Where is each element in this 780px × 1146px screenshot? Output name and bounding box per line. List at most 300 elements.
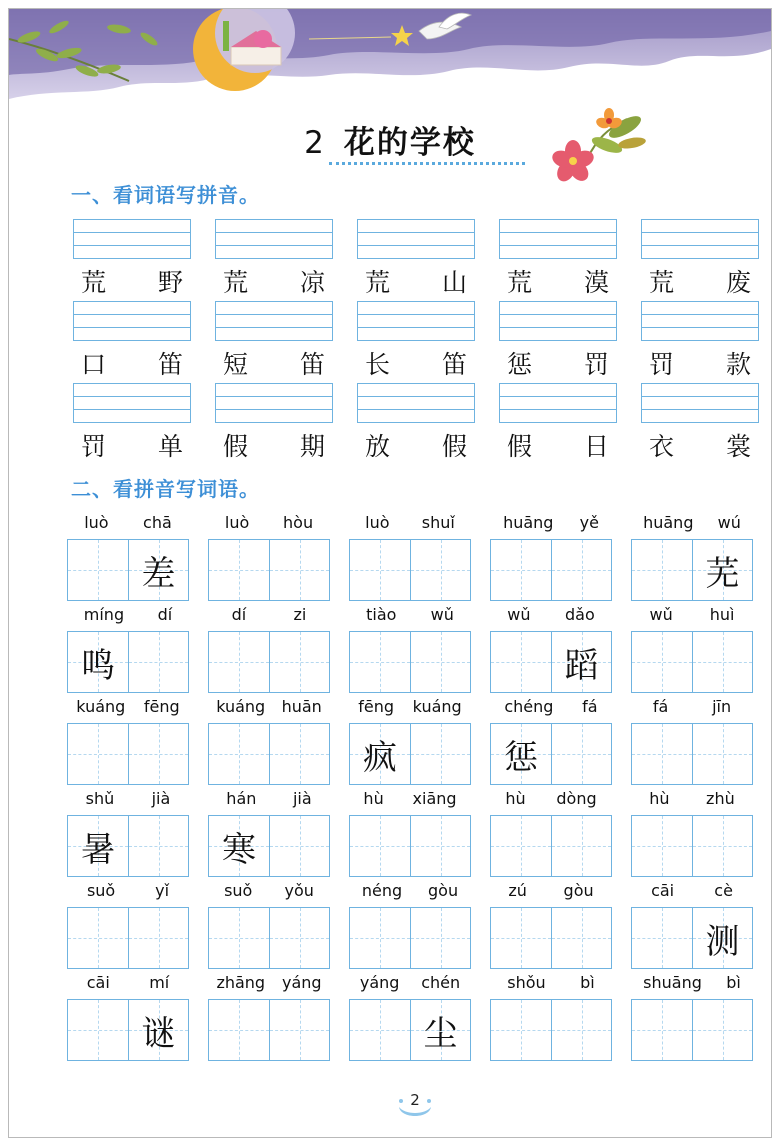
character-cell[interactable] <box>269 540 329 600</box>
word-characters <box>499 427 617 463</box>
character-cell[interactable] <box>632 816 692 876</box>
word-item <box>73 219 191 299</box>
word-character: 野 <box>157 268 183 297</box>
pinyin-syllable: fá <box>582 697 598 716</box>
tianzige-grid <box>490 631 612 693</box>
word-item <box>357 301 475 381</box>
character-cell[interactable] <box>692 632 752 692</box>
character-cell[interactable] <box>632 540 692 600</box>
character-cell[interactable] <box>491 1000 551 1060</box>
word-character: 放 <box>365 432 391 461</box>
word-character: 漠 <box>583 268 609 297</box>
tianzige-grid <box>490 815 612 877</box>
word-character: 日 <box>583 432 609 461</box>
word-character: 笛 <box>157 350 183 379</box>
character-cell[interactable] <box>491 540 551 600</box>
tianzige-grid <box>208 907 330 969</box>
pinyin-word-item <box>631 605 753 697</box>
pinyin-syllable: luò <box>224 513 250 532</box>
section-1-title: 一、看词语写拼音。 <box>71 183 260 207</box>
pinyin-syllable: cāi <box>86 973 110 992</box>
pinyin-syllable: huāng <box>643 513 694 532</box>
pinyin-syllable: gòu <box>563 881 594 900</box>
character-cell[interactable] <box>551 724 611 784</box>
pinyin-syllable: wǔ <box>649 605 673 624</box>
character-cell[interactable] <box>209 816 269 876</box>
word-characters <box>357 345 475 381</box>
pinyin-syllable: jià <box>151 789 171 808</box>
pinyin-syllable: wú <box>717 513 741 532</box>
word-character: 凉 <box>299 268 325 297</box>
tianzige-grid <box>208 631 330 693</box>
pinyin-word-item <box>631 513 753 605</box>
pinyin-word-item <box>349 881 471 973</box>
pinyin-word-item <box>67 697 189 789</box>
pinyin-line <box>349 973 471 995</box>
section-2-title: 二、看拼音写词语。 <box>71 477 260 501</box>
section-1-row <box>73 301 769 381</box>
character-cell[interactable] <box>632 1000 692 1060</box>
pinyin-word-item <box>208 789 330 881</box>
word-characters <box>215 345 333 381</box>
pinyin-syllable: kuáng <box>412 697 462 716</box>
pinyin-line <box>631 697 753 719</box>
pinyin-line <box>349 881 471 903</box>
character-cell[interactable] <box>632 908 692 968</box>
word-character: 假 <box>507 432 533 461</box>
pinyin-answer-box[interactable] <box>499 383 617 423</box>
character-cell[interactable] <box>410 1000 470 1060</box>
pinyin-answer-box[interactable] <box>215 301 333 341</box>
character-cell[interactable] <box>269 1000 329 1060</box>
pinyin-line <box>67 973 189 995</box>
character-cell[interactable] <box>410 816 470 876</box>
word-character: 荒 <box>507 268 533 297</box>
tianzige-grid <box>631 999 753 1061</box>
word-character: 假 <box>223 432 249 461</box>
pinyin-syllable: kuáng <box>76 697 126 716</box>
night-sky-banner <box>9 9 771 109</box>
pinyin-syllable: hù <box>649 789 670 808</box>
character-cell[interactable] <box>410 724 470 784</box>
pinyin-syllable: bì <box>580 973 595 992</box>
character-cell[interactable] <box>68 816 128 876</box>
pinyin-line <box>490 697 612 719</box>
pinyin-word-item <box>349 789 471 881</box>
pinyin-syllable: hán <box>226 789 257 808</box>
character-cell[interactable] <box>350 816 410 876</box>
word-character: 口 <box>81 350 107 379</box>
pinyin-line <box>67 881 189 903</box>
character-cell[interactable] <box>632 632 692 692</box>
pinyin-syllable: hòu <box>283 513 314 532</box>
pinyin-syllable: suǒ <box>224 881 253 900</box>
word-character: 裳 <box>725 432 751 461</box>
character-cell[interactable] <box>128 816 188 876</box>
pinyin-word-item <box>490 513 612 605</box>
pinyin-word-item <box>631 789 753 881</box>
pinyin-word-item <box>208 973 330 1065</box>
tianzige-grid <box>349 723 471 785</box>
character-cell[interactable] <box>551 816 611 876</box>
pinyin-answer-box[interactable] <box>499 219 617 259</box>
pinyin-syllable: gòu <box>428 881 459 900</box>
pinyin-word-item <box>208 881 330 973</box>
character-cell[interactable] <box>68 1000 128 1060</box>
tianzige-grid <box>349 907 471 969</box>
word-characters <box>641 427 759 463</box>
pinyin-word-item <box>490 789 612 881</box>
pinyin-line <box>67 697 189 719</box>
pinyin-line <box>349 513 471 535</box>
pinyin-syllable: cè <box>714 881 733 900</box>
word-characters <box>357 427 475 463</box>
pinyin-syllable: fēng <box>143 697 180 716</box>
workbook-page <box>8 8 772 1138</box>
pinyin-syllable: chén <box>421 973 461 992</box>
tianzige-grid <box>349 999 471 1061</box>
pinyin-line <box>631 513 753 535</box>
pinyin-line <box>490 605 612 627</box>
pinyin-syllable: luò <box>84 513 109 532</box>
word-character: 单 <box>157 432 183 461</box>
character-cell[interactable] <box>410 632 470 692</box>
tianzige-grid <box>631 539 753 601</box>
pinyin-syllable: mí <box>149 973 170 992</box>
pinyin-line <box>490 881 612 903</box>
pinyin-word-item <box>490 973 612 1065</box>
pinyin-syllable: zi <box>293 605 307 624</box>
character-cell[interactable] <box>551 1000 611 1060</box>
character-cell[interactable] <box>128 1000 188 1060</box>
given-character: 芜 <box>705 553 740 594</box>
pinyin-word-item <box>631 881 753 973</box>
character-cell[interactable] <box>269 908 329 968</box>
word-character: 罚 <box>583 350 609 379</box>
character-cell[interactable] <box>209 632 269 692</box>
character-cell[interactable] <box>410 540 470 600</box>
character-cell[interactable] <box>68 908 128 968</box>
pinyin-word-item <box>67 605 189 697</box>
pinyin-word-item <box>67 789 189 881</box>
word-characters <box>73 263 191 299</box>
word-character: 荒 <box>649 268 675 297</box>
given-character: 疯 <box>363 737 397 778</box>
pinyin-syllable: shǔ <box>85 789 115 808</box>
given-character: 暑 <box>81 829 115 870</box>
pinyin-line <box>208 881 330 903</box>
pinyin-syllable: jià <box>292 789 312 808</box>
word-characters <box>641 345 759 381</box>
word-character: 长 <box>365 350 391 379</box>
given-character: 鸣 <box>81 645 115 686</box>
tianzige-grid <box>490 723 612 785</box>
pinyin-answer-box[interactable] <box>73 219 191 259</box>
pinyin-syllable: dòng <box>556 789 597 808</box>
pinyin-word-item <box>349 973 471 1065</box>
pinyin-word-item <box>349 697 471 789</box>
pinyin-answer-box[interactable] <box>641 301 759 341</box>
page-number: 2 <box>410 1091 420 1109</box>
pinyin-syllable: dí <box>231 605 247 624</box>
character-cell[interactable] <box>551 908 611 968</box>
pinyin-syllable: suǒ <box>86 881 116 900</box>
pinyin-syllable: xiāng <box>412 789 457 808</box>
pinyin-line <box>490 973 612 995</box>
tianzige-grid <box>631 815 753 877</box>
pinyin-answer-box[interactable] <box>215 383 333 423</box>
pinyin-line <box>349 789 471 811</box>
pinyin-syllable: fēng <box>358 697 395 716</box>
word-character: 废 <box>725 268 751 297</box>
word-character: 款 <box>725 350 751 379</box>
tianzige-grid <box>67 999 189 1061</box>
pinyin-syllable: hù <box>363 789 384 808</box>
tianzige-grid <box>208 539 330 601</box>
word-item <box>641 219 759 299</box>
word-characters <box>215 427 333 463</box>
pinyin-syllable: wǔ <box>507 605 531 624</box>
character-cell[interactable] <box>128 908 188 968</box>
character-cell[interactable] <box>491 724 551 784</box>
tianzige-grid <box>349 631 471 693</box>
word-character: 罚 <box>81 432 107 461</box>
word-item <box>215 301 333 381</box>
pinyin-syllable: zú <box>508 881 527 900</box>
title-underline-dots <box>329 162 525 165</box>
pinyin-syllable: yáng <box>359 973 400 992</box>
pinyin-syllable: jīn <box>712 697 732 716</box>
pinyin-line <box>208 605 330 627</box>
character-cell[interactable] <box>68 724 128 784</box>
tianzige-grid <box>67 631 189 693</box>
pinyin-word-item <box>349 605 471 697</box>
given-character: 测 <box>705 921 740 962</box>
character-cell[interactable] <box>350 540 410 600</box>
character-cell[interactable] <box>491 816 551 876</box>
character-cell[interactable] <box>350 724 410 784</box>
word-characters <box>73 345 191 381</box>
word-characters <box>357 263 475 299</box>
pinyin-answer-box[interactable] <box>499 301 617 341</box>
pinyin-line <box>208 789 330 811</box>
pinyin-syllable: yáng <box>281 973 322 992</box>
character-cell[interactable] <box>692 724 752 784</box>
pinyin-syllable: luò <box>365 513 390 532</box>
pinyin-line <box>67 513 189 535</box>
character-cell[interactable] <box>551 540 611 600</box>
pinyin-syllable: shuāng <box>643 973 702 992</box>
pinyin-answer-box[interactable] <box>215 219 333 259</box>
tianzige-grid <box>349 539 471 601</box>
character-cell[interactable] <box>692 816 752 876</box>
character-cell[interactable] <box>491 632 551 692</box>
pinyin-line <box>208 973 330 995</box>
pinyin-syllable: dǎo <box>564 605 595 624</box>
pinyin-syllable: kuáng <box>216 697 266 716</box>
character-cell[interactable] <box>68 632 128 692</box>
character-cell[interactable] <box>128 724 188 784</box>
tianzige-grid <box>67 815 189 877</box>
character-cell[interactable] <box>410 908 470 968</box>
pinyin-word-item <box>208 513 330 605</box>
word-character: 笛 <box>441 350 467 379</box>
pinyin-line <box>631 605 753 627</box>
word-character: 荒 <box>81 268 107 297</box>
word-characters <box>641 263 759 299</box>
pinyin-line <box>490 513 612 535</box>
pinyin-line <box>490 789 612 811</box>
word-character: 山 <box>441 268 467 297</box>
pinyin-syllable: chā <box>143 513 172 532</box>
word-item <box>215 219 333 299</box>
flower-illustration <box>547 99 657 189</box>
pinyin-syllable: shǒu <box>507 973 546 992</box>
word-item <box>499 301 617 381</box>
tianzige-grid <box>208 999 330 1061</box>
character-cell[interactable] <box>269 724 329 784</box>
character-cell[interactable] <box>128 632 188 692</box>
word-item <box>641 301 759 381</box>
character-cell[interactable] <box>128 540 188 600</box>
pinyin-word-item <box>67 881 189 973</box>
pinyin-word-item <box>490 697 612 789</box>
word-item <box>357 383 475 463</box>
pinyin-line <box>208 513 330 535</box>
word-item <box>357 219 475 299</box>
tianzige-grid <box>208 723 330 785</box>
character-cell[interactable] <box>209 908 269 968</box>
given-character: 差 <box>141 553 176 594</box>
word-item <box>215 383 333 463</box>
word-character: 假 <box>441 432 467 461</box>
pinyin-syllable: bì <box>726 973 741 992</box>
word-characters <box>73 427 191 463</box>
character-cell[interactable] <box>632 724 692 784</box>
pinyin-syllable: yǐ <box>155 881 170 900</box>
character-cell[interactable] <box>350 908 410 968</box>
pinyin-word-item <box>490 881 612 973</box>
pinyin-answer-box[interactable] <box>357 301 475 341</box>
word-characters <box>499 263 617 299</box>
pinyin-syllable: zhāng <box>216 973 266 992</box>
pinyin-line <box>67 789 189 811</box>
pinyin-syllable: néng <box>361 881 403 900</box>
pinyin-word-item <box>208 605 330 697</box>
given-character: 寒 <box>222 829 256 870</box>
character-cell[interactable] <box>269 816 329 876</box>
given-character: 尘 <box>423 1013 458 1054</box>
tianzige-grid <box>490 539 612 601</box>
character-cell[interactable] <box>350 1000 410 1060</box>
pinyin-line <box>208 697 330 719</box>
pinyin-line <box>631 973 753 995</box>
character-cell[interactable] <box>692 1000 752 1060</box>
tianzige-grid <box>631 907 753 969</box>
pinyin-word-item <box>631 697 753 789</box>
pinyin-syllable: huān <box>281 697 322 716</box>
character-cell[interactable] <box>209 724 269 784</box>
pinyin-syllable: huāng <box>503 513 554 532</box>
character-cell[interactable] <box>692 908 752 968</box>
tianzige-grid <box>631 631 753 693</box>
pinyin-answer-box[interactable] <box>357 383 475 423</box>
pinyin-word-item <box>490 605 612 697</box>
word-character: 期 <box>299 432 325 461</box>
pinyin-syllable: dí <box>157 605 173 624</box>
section-1-row <box>73 219 769 299</box>
pinyin-answer-box[interactable] <box>641 383 759 423</box>
word-characters <box>499 345 617 381</box>
character-cell[interactable] <box>209 540 269 600</box>
pinyin-line <box>631 789 753 811</box>
pinyin-syllable: shuǐ <box>421 513 455 532</box>
word-character: 罚 <box>649 350 675 379</box>
word-character: 荒 <box>223 268 249 297</box>
pinyin-word-item <box>67 513 189 605</box>
pinyin-answer-box[interactable] <box>73 383 191 423</box>
tianzige-grid <box>67 723 189 785</box>
pinyin-syllable: fá <box>652 697 669 716</box>
pinyin-syllable: chéng <box>504 697 554 716</box>
word-characters <box>215 263 333 299</box>
given-character: 蹈 <box>564 645 599 686</box>
pinyin-line <box>631 881 753 903</box>
pinyin-syllable: yě <box>579 513 599 532</box>
lesson-number: 2 <box>304 125 326 161</box>
character-cell[interactable] <box>491 908 551 968</box>
word-item <box>499 219 617 299</box>
given-character: 谜 <box>141 1013 176 1054</box>
character-cell[interactable] <box>551 632 611 692</box>
pinyin-syllable: huì <box>709 605 735 624</box>
word-item <box>641 383 759 463</box>
word-character: 惩 <box>507 350 533 379</box>
lesson-name: 花的学校 <box>343 125 476 161</box>
word-item <box>499 383 617 463</box>
character-cell[interactable] <box>692 540 752 600</box>
pinyin-line <box>349 605 471 627</box>
character-cell[interactable] <box>68 540 128 600</box>
character-cell[interactable] <box>269 632 329 692</box>
tianzige-grid <box>208 815 330 877</box>
character-cell[interactable] <box>350 632 410 692</box>
tianzige-grid <box>349 815 471 877</box>
word-item <box>73 383 191 463</box>
pinyin-answer-box[interactable] <box>641 219 759 259</box>
pinyin-syllable: wǔ <box>430 605 454 624</box>
pinyin-word-item <box>67 973 189 1065</box>
word-character: 衣 <box>649 432 675 461</box>
character-cell[interactable] <box>209 1000 269 1060</box>
pinyin-word-item <box>349 513 471 605</box>
word-item <box>73 301 191 381</box>
tianzige-grid <box>67 539 189 601</box>
tianzige-grid <box>67 907 189 969</box>
word-character: 荒 <box>365 268 391 297</box>
pinyin-syllable: yǒu <box>284 881 314 900</box>
pinyin-syllable: tiào <box>366 605 397 624</box>
pinyin-word-item <box>631 973 753 1065</box>
pinyin-word-item <box>208 697 330 789</box>
tianzige-grid <box>490 907 612 969</box>
given-character: 惩 <box>504 737 538 778</box>
pinyin-answer-box[interactable] <box>357 219 475 259</box>
pinyin-line <box>349 697 471 719</box>
pinyin-answer-box[interactable] <box>73 301 191 341</box>
section-1-row <box>73 383 769 463</box>
pinyin-syllable: cāi <box>651 881 675 900</box>
